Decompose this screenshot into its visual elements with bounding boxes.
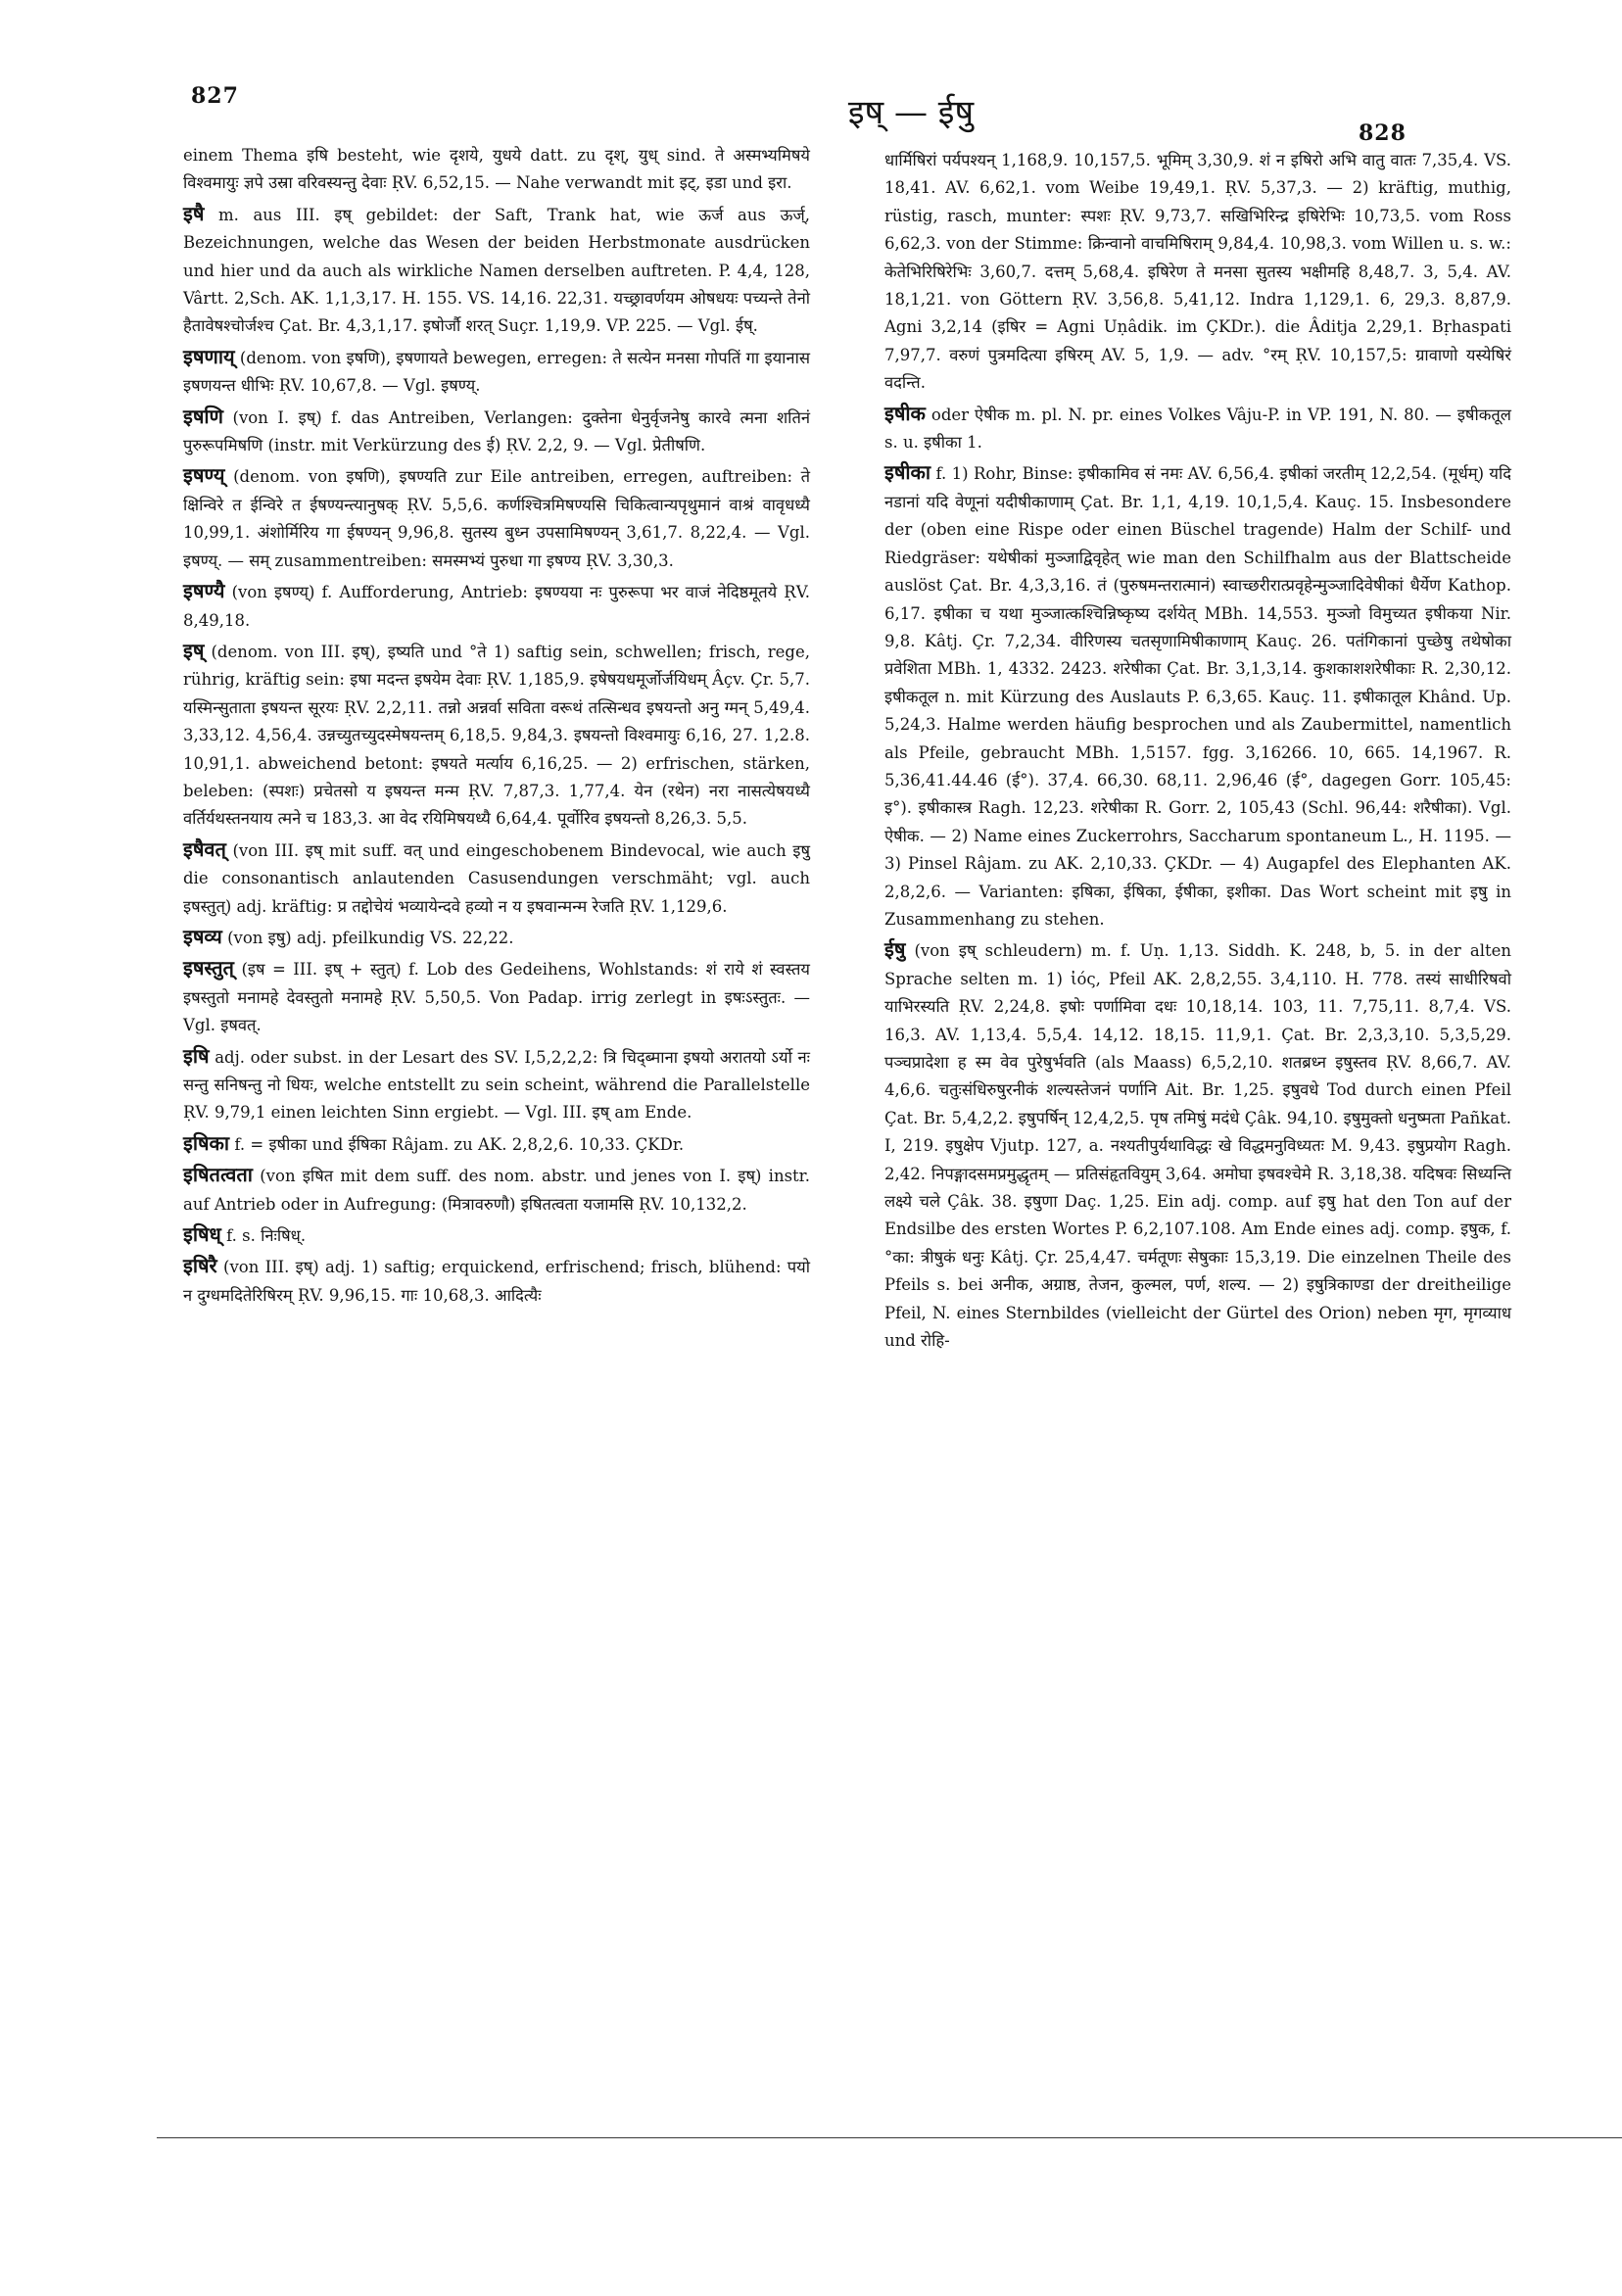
- left-column: [183, 142, 810, 1312]
- entry-text: (von III. इष्) adj. 1) saftig; erquickend, erfrischend; frisch, blühend: पयो न दुग्धमदितेरिषिरम् ṚV. 9,96,15. गाः 10,68,3. आदित्यैः: [183, 1258, 810, 1305]
- entry-headword: इष्: [183, 638, 205, 662]
- entry-text: (von इषु) adj. pfeilkundig VS. 22,22.: [227, 928, 514, 947]
- entry-headword: इषीका: [884, 460, 931, 485]
- entry-text: einem Thema इषि besteht, wie दृशये, युधये datt. zu दृश्, युध् sind. ते अस्मभ्यमिषये विश्वमायुः ज्ञपे उस्रा वरिवस्यन्तु देवाः ṚV. 6,52,15. — Nahe verwandt mit इट्, इडा und इरा.: [183, 146, 810, 193]
- entry-text: f. 1) Rohr, Binse: इषीकामिव सं नमः AV. 6,56,4. इषीकां जरतीम् 12,2,54. (मूर्धम्) यदि नडानां यदि वेणूनां यदीषीकाणाम् Çat. Br. 1,1, 4,19. 10,1,5,4. Kauç. 15. Insbesondere der (oben eine Rispe oder einen Büschel tragende) Halm der Schilf- und Riedgräser: यथेषीकां मुञ्जाद्विवृहेत् wie man den Schilfhalm aus der Blattscheide auslöst Çat. Br. 4,3,3,16. तं (पुरुषमन्तरात्मानं) स्वाच्छरीरात्प्रवृहेन्मुञ्जादिवेषीकां धैर्येण Kathop. 6,17. इषीका च यथा मुञ्जात्कश्चिन्निष्कृष्य दर्शयेत् MBh. 14,553. मुञ्जो विमुच्यत इषीकया Nir. 9,8. Kâtj. Çr. 7,2,34. वीरिणस्य चतसृणामिषीकाणाम् Kauç. 26. पतंगिकानां पुच्छेषु तथेषोका प्रवेशिता MBh. 1, 4332. 2423. शरेषीका Çat. Br. 3,1,3,14. कुशकाशशरेषीकाः R. 2,30,12. इषीकतूल n. mit Kürzung des Auslauts P. 6,3,65. Kauç. 11. इषीकातूल Khând. Up. 5,24,3. Halme werden häufig besprochen und als Zaubermittel, namentlich als Pfeile, gebraucht MBh. 1,5157. fgg. 3,16266. 10, 665. 14,1967. R. 5,36,41.44.46 (ई°). 37,4. 66,30. 68,11. 2,96,46 (ई°, dagegen Gorr. 105,45: इ°). इषीकास्त्र Ragh. 12,23. शरेषीका R. Gorr. 2, 105,43 (Schl. 96,44: शरैषीका). Vgl. ऐषीक. — 2) Name eines Zuckerrohrs, Saccharum spontaneum L., H. 1195. — 3) Pinsel Râjam. zu AK. 2,10,33. ÇKDr. — 4) Augapfel des Elephanten AK. 2,8,2,6. — Varianten: इषिका, ईषिका, ईषीका, इशीका. Das Wort scheint mit इषु in Zusammenhang zu stehen.: [884, 464, 1512, 929]
- dictionary-entry: [884, 458, 1511, 933]
- bottom-rule-dashed: [1205, 2137, 1622, 2138]
- entry-headword: इषण्यै: [183, 579, 225, 603]
- dictionary-entry: [183, 142, 810, 198]
- entry-text: (von इष् schleudern) m. f. Uṇ. 1,13. Siddh. K. 248, b, 5. in der alten Sprache selten m. 1) ἰός, Pfeil AK. 2,8,2,55. 3,4,110. H. 778. तस्यं साधीरिषवो याभिरस्यति ṚV. 2,24,8. इषोः पर्णामिवा दधः 10,18,14. 103, 11. 7,75,11. 8,7,4. VS. 16,3. AV. 1,13,4. 5,5,4. 14,12. 18,15. 11,9,1. Çat. Br. 2,3,3,10. 5,3,5,29. पञ्चप्रादेशा ह स्म वेव पुरेषुर्भवति (als Maass) 6,5,2,10. शतब्रध्न इषुस्तव ṚV. 8,66,7. AV. 4,6,6. चतुःसंधिरुषुरनीकं शल्यस्तेजनं पर्णानि Ait. Br. 1,25. इषुवधे Tod durch einen Pfeil Çat. Br. 5,4,2,2. इषुपर्षिन् 12,4,2,5. पृष तमिषुं मदंधे Çâk. 94,10. इषुमुक्तो धनुष्मता Pañkat. I, 219. इषुक्षेप Vjutp. 127, a. नश्यतीपुर्यथाविद्धः खे विद्धमनुविध्यतः M. 9,43. इषुप्रयोग Ragh. 2,42. निपङ्गादसमप्रमुद्धृतम् — प्रतिसंहृतवियुम् 3,64. अमोघा इषवश्चेमे R. 3,18,38. यदिषवः सिध्यन्ति लक्ष्ये चले Çâk. 38. इषुणा Daç. 1,25. Ein adj. comp. auf इषु hat den Ton auf der Endsilbe des ersten Wortes P. 6,2,107.108. Am Ende eines adj. comp. इषुक, f. °का: त्रीषुकं धनुः Kâtj. Çr. 25,4,47. चर्मतूणः सेषुकाः 15,3,19. Die einzelnen Theile des Pfeils s. bei अनीक, अग्राष्ठ, तेजन, कुल्मल, पर्ण, शल्य. — 2) इषुत्रिकाण्डा der dreitheilige Pfeil, N. eines Sternbildes (vielleicht der Gürtel des Orion) neben मृग, मृगव्याध und रोहि-: [884, 941, 1511, 1351]
- right-column: [884, 147, 1511, 1357]
- dictionary-entry: [183, 637, 810, 834]
- entry-text: धार्मिषिरां पर्यपश्यन् 1,168,9. 10,157,5. भूमिम् 3,30,9. शं न इषिरो अभि वातु वातः 7,35,4. VS. 18,41. AV. 6,62,1. vom Weibe 19,49,1. ṚV. 5,37,3. — 2) kräftig, muthig, rüstig, rasch, munter: स्पशः ṚV. 9,73,7. सखिभिरिन्द्र इषिरेभिः 10,73,5. vom Ross 6,62,3. von der Stimme: क्रिन्वानो वाचमिषिराम् 9,84,4. 10,98,3. vom Willen u. s. w.: केतेभिरिषिरेभिः 3,60,7. दत्तम् 5,68,4. इषिरेण ते मनसा सुतस्य भक्षीमहि 8,48,7. 3, 5,4. AV. 18,1,21. von Göttern ṚV. 3,56,8. 5,41,12. Indra 1,129,1. 6, 29,3. 8,87,9. Agni 3,2,14 (इषिर = Agni Uṇâdik. im ÇKDr.). die Âditja 2,29,1. Bṛhaspati 7,97,7. वरुणं पुत्रमदित्या इषिरम् AV. 5, 1,9. — adv. °रम् ṚV. 10,157,5: ग्रावाणो यस्येषिरं वदन्ति.: [884, 151, 1511, 393]
- dictionary-entry: [183, 461, 810, 575]
- dictionary-entry: [884, 400, 1511, 457]
- entry-headword: इषिका: [183, 1130, 230, 1155]
- dictionary-entry: [183, 200, 810, 341]
- entry-headword: इषीक: [884, 401, 926, 425]
- entry-headword: इषै: [183, 201, 205, 225]
- entry-headword: इषिरै: [183, 1254, 217, 1278]
- entry-text: (denom. von III. इष्), इष्यति und °ते 1) saftig sein, schwellen; frisch, rege, rührig, kräftig sein: इषा मदन्त इषयेम देवाः ṚV. 1,185,9. इषेषयधमूर्जोर्जयिधम् Âçv. Çr. 5,7. यस्मिन्सुताता इषयन्त सूरयः ṚV. 2,2,11. तन्नो अन्नर्वा सविता वरूथं तत्सिन्धव इषयन्तो अनु ग्मन् 5,49,4. 3,33,12. 4,56,4. उन्नच्युतच्युदस्मेषयन्तम् 6,18,5. 9,84,3. इषयन्तो विश्वमायुः 6,16, 27. 1,2.8. 10,91,1. abweichend betont: इषयते मर्त्याय 6,16,25. — 2) erfrischen, stärken, beleben: (स्पशः) प्रचेतसो य इषयन्त मन्म ṚV. 7,87,3. 1,77,4. येन (रथेन) नरा नासत्येषयध्यै वर्तिर्यथस्तनयाय त्मने च 183,3. आ वेद रयिमिषयध्यै 6,64,4. पूर्वोरिव इषयन्तो 8,26,3. 5,5.: [183, 642, 810, 829]
- entry-headword: इषणाय्: [183, 344, 235, 368]
- dictionary-entry: [183, 1042, 810, 1127]
- dictionary-entry: [884, 147, 1511, 398]
- entry-text: (denom. von इषणि), इषण्यति zur Eile antreiben, erregen, auftreiben: ते क्षिन्विरे त ईन्विरे त ईषण्यन्त्यानुषक् ṚV. 5,5,6. कर्णश्चित्रमिषण्यसि चिकित्वान्यपृथुमानं वाश्रं वावृधध्यै 10,99,1. अंशोर्मिरिय गा ईषण्यन् 9,96,8. सुतस्य बुध्न उपसामिषण्यन् 3,61,7. 8,22,4. — Vgl. इषण्य्. — सम् zusammentreiben: समस्मभ्यं पुरुधा गा इषण्य ṚV. 3,30,3.: [183, 467, 810, 570]
- entry-headword: इषव्य: [183, 924, 222, 948]
- dictionary-entry: [183, 1129, 810, 1159]
- dictionary-entry: [183, 954, 810, 1039]
- entry-text: (von III. इष् mit suff. वत् und eingeschobenem Bindevocal, wie auch इषु die consonantisch anlautenden Casusendungen verschmäht; vgl. auch इषस्तुत्) adj. kräftig: प्र तद्दोचेयं भव्यायेन्दवे हव्यो न य इषवान्मन्म रेजति ṚV. 1,129,6.: [183, 840, 810, 916]
- entry-headword: इषितत्वता: [183, 1163, 253, 1187]
- entry-headword: इषण्य्: [183, 463, 225, 488]
- entry-headword: इषस्तुत्: [183, 956, 234, 981]
- dictionary-entry: [183, 1220, 810, 1250]
- entry-text: (von इषित mit dem suff. des nom. abstr. und jenes von I. इष्) instr. auf Antrieb oder in Aufregung: (मित्रावरुणौ) इषितत्वता यजामसि ṚV. 10,132,2.: [183, 1167, 811, 1214]
- dictionary-entry: [183, 343, 810, 401]
- entry-headword: ईषु: [884, 937, 906, 962]
- dictionary-entry: [183, 836, 810, 921]
- entry-text: f. s. निःषिध्.: [226, 1226, 307, 1246]
- entry-text: (von I. इष्) f. das Antreiben, Verlangen: दुक्तेना धेनुर्वृजनेषु कारवे त्मना शतिनं पुरुरूपमिषणि (instr. mit Verkürzung des ई) ṚV. 2,2, 9. — Vgl. प्रेतीषणि.: [183, 407, 811, 455]
- page-number-left: 827: [191, 83, 239, 109]
- dictionary-entry: [183, 403, 810, 460]
- entry-text: f. = इषीका und ईषिका Râjam. zu AK. 2,8,2,6. 10,33. ÇKDr.: [234, 1134, 685, 1154]
- entry-text: adj. oder subst. in der Lesart des SV. I,5,2,2,2: त्रि चिद्ब्माना इषयो अरातयो ऽर्यो नः सन्तु सनिषन्तु नो धियः, welche entstellt zu sein scheint, während die Parallelstelle ṚV. 9,79,1 einen leichten Sinn ergiebt. — Vgl. III. इष् am Ende.: [183, 1047, 810, 1123]
- entry-text: (denom. von इषणि), इषणायते bewegen, erregen: ते सत्येन मनसा गोपतिं गा इयानास इषणयन्त धीभिः ṚV. 10,67,8. — Vgl. इषण्य्.: [183, 348, 811, 396]
- entry-text: oder ऐषीक m. pl. N. pr. eines Volkes Vâju-P. in VP. 191, N. 80. — इषीकतूल s. u. इषीका 1.: [884, 405, 1511, 453]
- dictionary-entry: [183, 1161, 810, 1219]
- page-number-right: 828: [1359, 120, 1407, 146]
- dictionary-entry: [183, 923, 810, 952]
- dictionary-entry: [183, 1252, 810, 1310]
- entry-headword: इषणि: [183, 404, 224, 428]
- entry-headword: इषि: [183, 1043, 210, 1068]
- entry-text: (इष = III. इष् + स्तुत्) f. Lob des Gedeihens, Wohlstands: शं राये शं स्वस्तय इषस्तुतो मनामहे देवस्तुतो मनामहे ṚV. 5,50,5. Von Padap. irrig zerlegt in इषःऽस्तुतः. — Vgl. इषवत्.: [183, 960, 810, 1035]
- entry-headword: इषिध्: [183, 1222, 221, 1247]
- entry-text: m. aus III. इष् gebildet: der Saft, Trank hat, wie ऊर्ज aus ऊर्ज्, Bezeichnungen, welche das Wesen der beiden Herbstmonate ausdrücken und hier und da auch als wirkliche Namen derselben auftreten. P. 4,4, 128, Vârtt. 2,Sch. AK. 1,1,3,17. H. 155. VS. 14,16. 22,31. यच्छ्रावर्णयम ओषधयः पच्यन्ते तेनो हैतावेषश्चोर्जश्च Çat. Br. 4,3,1,17. इषोर्जौ शरत् Suçr. 1,19,9. VP. 225. — Vgl. ईष्.: [183, 205, 811, 336]
- dictionary-entry: [884, 935, 1511, 1355]
- running-head: इष् — ईषु: [847, 93, 975, 132]
- dictionary-entry: [183, 577, 810, 635]
- entry-text: (von इषण्य्) f. Aufforderung, Antrieb: इषण्यया नः पुरुरूपा भर वाजं नेदिष्ठमूतये ṚV. 8,49,18.: [183, 583, 811, 630]
- entry-headword: इषैवत्: [183, 837, 226, 861]
